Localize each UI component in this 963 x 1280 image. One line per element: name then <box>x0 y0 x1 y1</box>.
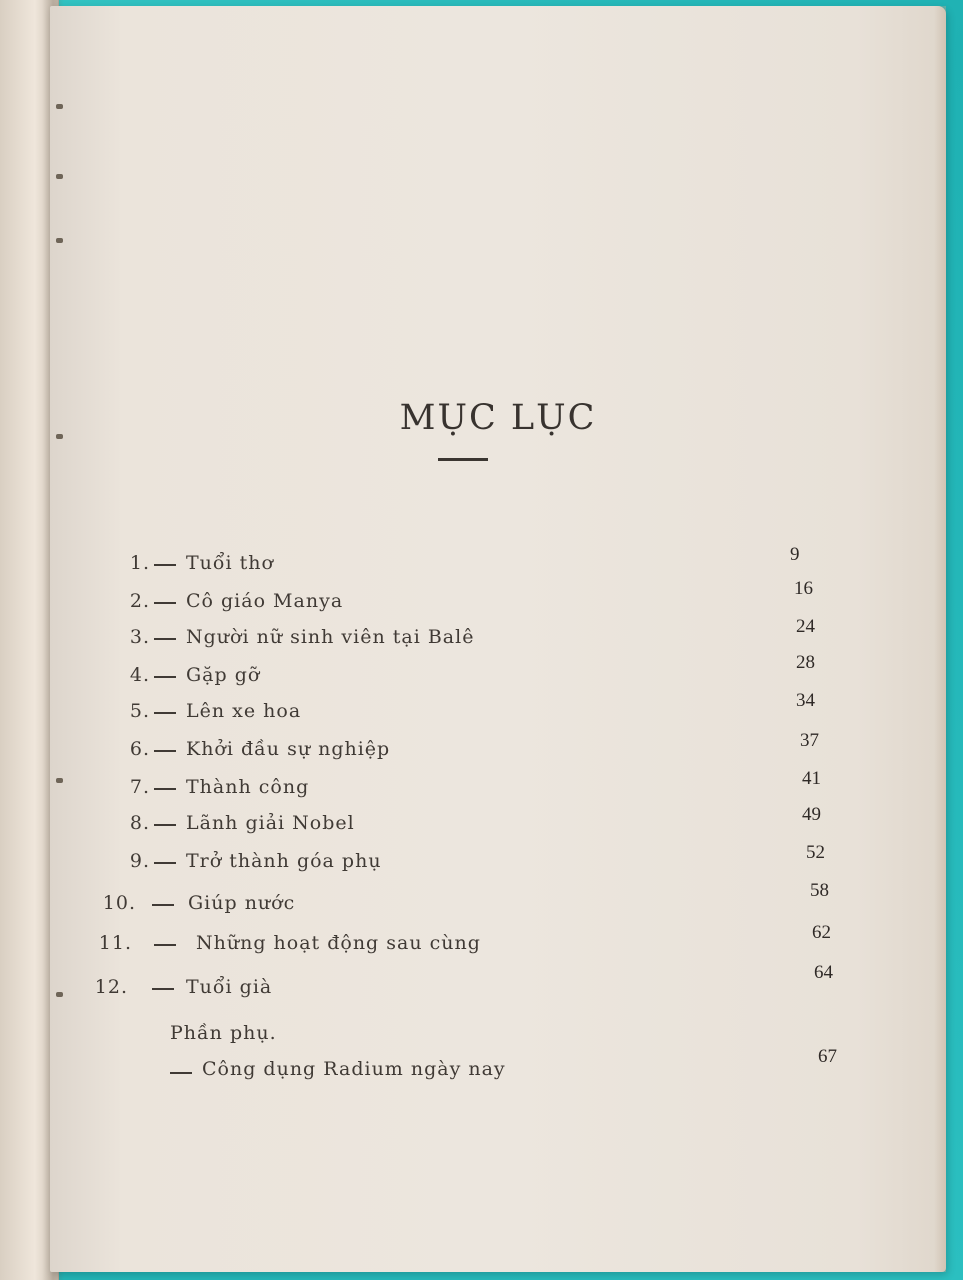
entry-dash <box>154 944 176 946</box>
entry-label: Những hoạt động sau cùng <box>196 932 481 954</box>
table-of-contents <box>50 6 946 1272</box>
toc-entry <box>50 880 946 922</box>
entry-dash <box>154 712 176 714</box>
toc-entry <box>50 690 946 730</box>
entry-dash <box>170 1072 192 1074</box>
entry-number: 6. <box>129 738 150 760</box>
entry-label: Người nữ sinh viên tại Balê <box>186 626 475 648</box>
entry-number: 12. <box>94 976 128 998</box>
entry-label: Tuổi già <box>186 976 273 998</box>
entry-label: Gặp gỡ <box>186 664 261 686</box>
entry-label: Khởi đầu sự nghiệp <box>186 738 391 760</box>
entry-dash <box>154 638 176 640</box>
entry-dash <box>154 862 176 864</box>
entry-page: 16 <box>794 578 813 599</box>
toc-entry <box>50 842 946 880</box>
entry-page: 67 <box>818 1046 837 1067</box>
toc-entry <box>50 768 946 806</box>
entry-page: 52 <box>806 842 825 863</box>
entry-page: 62 <box>812 922 831 943</box>
entry-label: Tuổi thơ <box>186 552 274 574</box>
toc-entry <box>50 804 946 842</box>
entry-dash <box>152 988 174 990</box>
entry-number: 9. <box>129 850 150 872</box>
entry-label: Giúp nước <box>188 892 296 914</box>
entry-page: 34 <box>796 690 815 711</box>
toc-entry <box>50 922 946 962</box>
entry-number: 3. <box>129 626 150 648</box>
book-page <box>50 6 946 1272</box>
entry-dash <box>154 602 176 604</box>
entry-number: 4. <box>129 664 150 686</box>
entry-page: 58 <box>810 880 829 901</box>
entry-number: 10. <box>102 892 136 914</box>
entry-page: 37 <box>800 730 819 751</box>
entry-label: Thành công <box>186 776 310 798</box>
entry-number: 2. <box>129 590 150 612</box>
entry-label: Công dụng Radium ngày nay <box>202 1058 506 1080</box>
toc-entry <box>50 730 946 768</box>
entry-page: 41 <box>802 768 821 789</box>
entry-label: Lên xe hoa <box>186 700 302 722</box>
entry-label: Cô giáo Manya <box>186 590 344 612</box>
entry-dash <box>154 788 176 790</box>
entry-dash <box>152 904 174 906</box>
entry-page: 9 <box>790 544 800 565</box>
page-title: MỤC LỤC <box>399 398 597 438</box>
entry-number: 8. <box>129 812 150 834</box>
entry-dash <box>154 824 176 826</box>
entry-number: 7. <box>129 776 150 798</box>
toc-entry <box>50 962 946 1006</box>
entry-label: Trở thành góa phụ <box>186 850 382 872</box>
entry-number: 1. <box>129 552 150 574</box>
entry-dash <box>154 564 176 566</box>
entry-dash <box>154 676 176 678</box>
toc-entry-appendix <box>50 1046 946 1088</box>
entry-label: Lãnh giải Nobel <box>186 812 355 834</box>
entry-page: 64 <box>814 962 833 983</box>
entry-number: 11. <box>98 932 132 954</box>
entry-number: 5. <box>129 700 150 722</box>
appendix-heading: Phần phụ. <box>170 1022 277 1044</box>
entry-page: 28 <box>796 652 815 673</box>
entry-page: 49 <box>802 804 821 825</box>
entry-dash <box>154 750 176 752</box>
entry-page: 24 <box>796 616 815 637</box>
